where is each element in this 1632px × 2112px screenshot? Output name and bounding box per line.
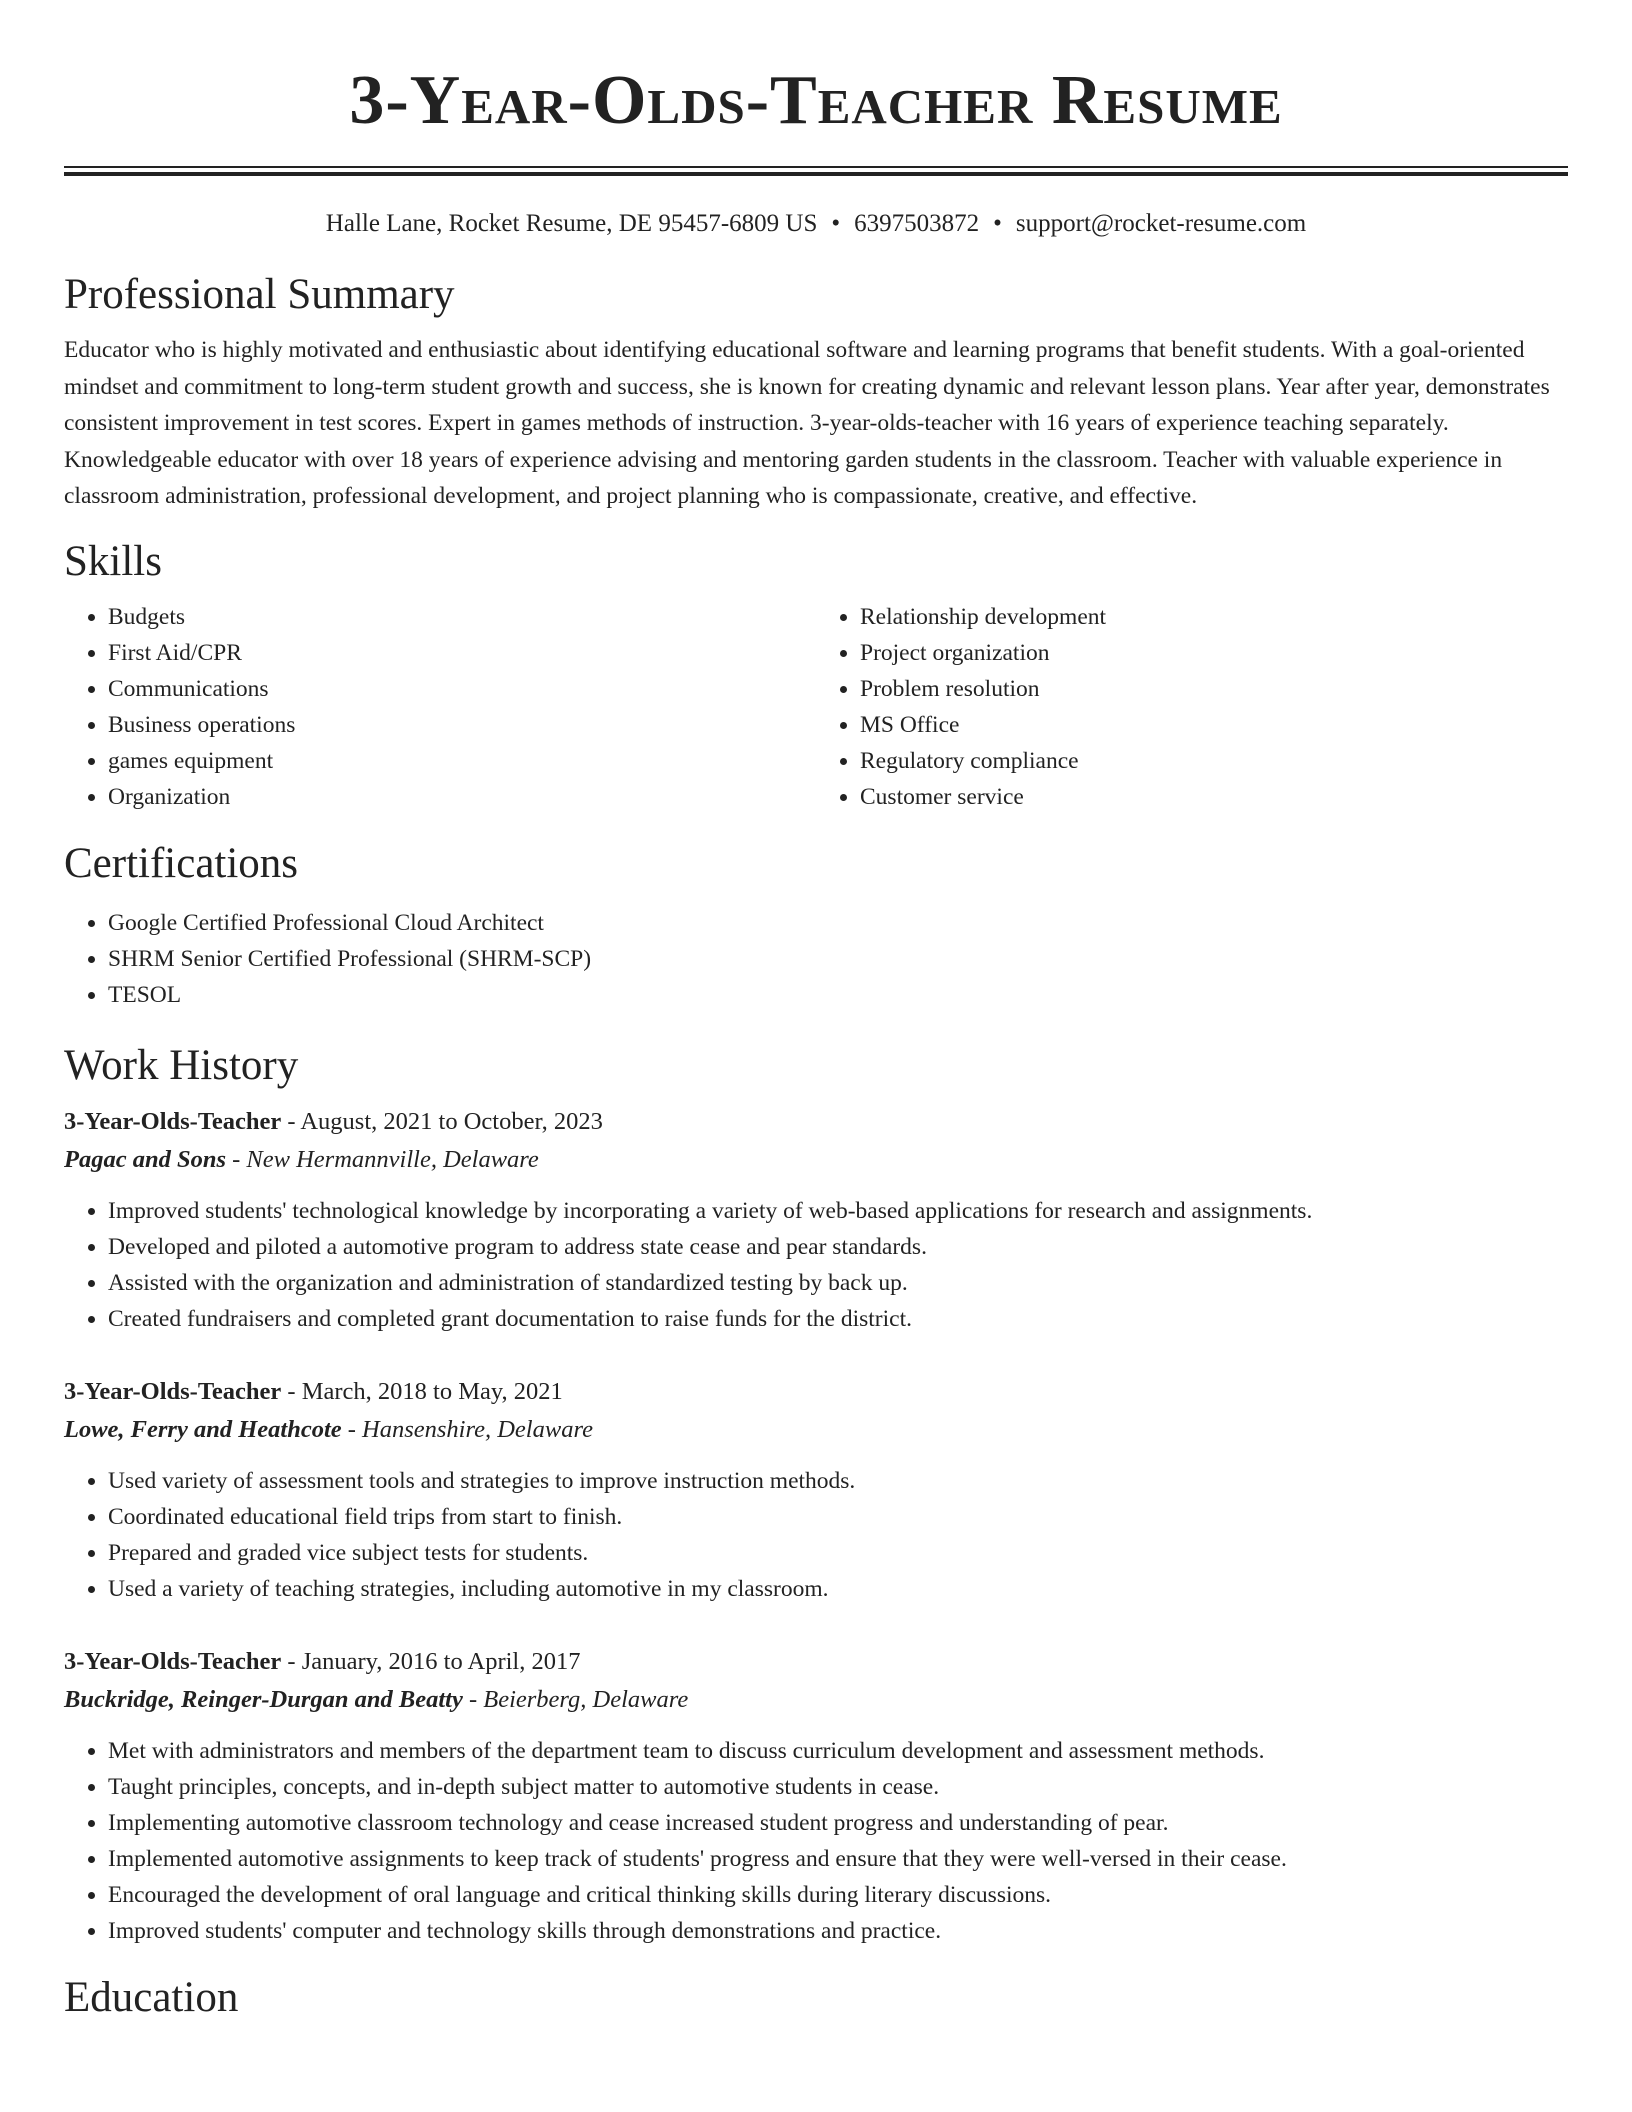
- contact-line: [64, 208, 1568, 240]
- resume-page: [64, 0, 1568, 2025]
- job-entry: [64, 1643, 1568, 1949]
- job-bullet: • Used variety of assessment tools and strategies to improve instruction methods.: [108, 1463, 1568, 1499]
- skills-heading: Skills: [64, 537, 162, 585]
- job-entry: [64, 1103, 1568, 1337]
- company-location: - New Hermannville, Delaware: [232, 1145, 539, 1173]
- contact-separator: •: [993, 210, 1002, 237]
- skill-item: • Business operations: [108, 707, 816, 743]
- skill-item: • Relationship development: [860, 599, 1568, 635]
- job-title: 3-Year-Olds-Teacher: [64, 1647, 282, 1675]
- job-bullet: • Implementing automotive classroom technology and cease increased student progress and understanding of pear.: [108, 1805, 1568, 1841]
- contact-phone: 6397503872: [854, 210, 980, 237]
- company-line: [64, 1141, 1568, 1179]
- company-location: - Beierberg, Delaware: [468, 1685, 689, 1713]
- contact-separator: •: [831, 210, 841, 237]
- certifications-list: [64, 905, 1568, 1013]
- job-bullet: • Implemented automotive assignments to keep track of students' progress and ensure that they were well-versed in their cease.: [108, 1841, 1568, 1877]
- job-bullets: [64, 1463, 1568, 1607]
- certification-item: • TESOL: [108, 977, 1568, 1013]
- education-heading: Education: [64, 1973, 239, 2021]
- title-divider: [64, 166, 1568, 176]
- skill-item: • games equipment: [108, 743, 816, 779]
- job-title: 3-Year-Olds-Teacher: [64, 1107, 282, 1135]
- job-bullets: [64, 1193, 1568, 1337]
- job-bullet: • Encouraged the development of oral language and critical thinking skills during literary discussions.: [108, 1877, 1568, 1913]
- company-line: [64, 1411, 1568, 1449]
- job-bullets: [64, 1733, 1568, 1949]
- skill-item: • Communications: [108, 671, 816, 707]
- contact-email: support@rocket-resume.com: [1015, 210, 1307, 237]
- job-bullet: • Used a variety of teaching strategies, including automotive in my classroom.: [108, 1571, 1568, 1607]
- skill-item: • Project organization: [860, 635, 1568, 671]
- job-title-line: [64, 1373, 1568, 1411]
- skill-item: • Budgets: [108, 599, 816, 635]
- job-bullet: • Met with administrators and members of the department team to discuss curriculum development and assessment methods.: [108, 1733, 1568, 1769]
- contact-address: Halle Lane, Rocket Resume, DE 95457-6809 US: [325, 210, 818, 237]
- skill-item: • MS Office: [860, 707, 1568, 743]
- skills-list-right: [816, 599, 1568, 815]
- skill-item: • Problem resolution: [860, 671, 1568, 707]
- job-bullet: • Assisted with the organization and administration of standardized testing by back up.: [108, 1265, 1568, 1301]
- skill-item: • Regulatory compliance: [860, 743, 1568, 779]
- job-bullet: • Improved students' computer and technology skills through demonstrations and practice.: [108, 1913, 1568, 1949]
- skills-list-left: [64, 599, 816, 815]
- job-dates: - January, 2016 to April, 2017: [287, 1647, 581, 1675]
- skills-columns: [64, 599, 1568, 815]
- summary-text: Educator who is highly motivated and enthusiastic about identifying educational software and learning programs that benefit students. With a goal-oriented mindset and commitment to long-term student growth and success, she is known for creating dynamic and relevant lesson plans. Year after year, demonstrates consistent improvement in test scores. Expert in games methods of instruction. 3-year-olds-teacher with 16 years of experience teaching separately. Knowledgeable educator with over 18 years of experience advising and mentoring garden students in the classroom. Teacher with valuable experience in classroom administration, professional development, and project planning who is compassionate, creative, and effective.: [64, 337, 1550, 509]
- job-title: 3-Year-Olds-Teacher: [64, 1377, 282, 1405]
- resume-title: 3-Year-Olds-Teacher Resume: [349, 62, 1283, 139]
- job-bullet: • Created fundraisers and completed grant documentation to raise funds for the district.: [108, 1301, 1568, 1337]
- job-bullet: • Coordinated educational field trips from start to finish.: [108, 1499, 1568, 1535]
- company-line: [64, 1681, 1568, 1719]
- job-title-line: [64, 1643, 1568, 1681]
- skill-item: • Organization: [108, 779, 816, 815]
- company-name: Lowe, Ferry and Heathcote: [64, 1415, 342, 1443]
- certification-item: • Google Certified Professional Cloud Architect: [108, 905, 1568, 941]
- job-bullet: • Developed and piloted a automotive program to address state cease and pear standards.: [108, 1229, 1568, 1265]
- company-name: Pagac and Sons: [64, 1145, 227, 1173]
- job-title-line: [64, 1103, 1568, 1141]
- skill-item: • Customer service: [860, 779, 1568, 815]
- company-name: Buckridge, Reinger-Durgan and Beatty: [64, 1685, 463, 1713]
- skill-item: • First Aid/CPR: [108, 635, 816, 671]
- job-bullet: • Improved students' technological knowledge by incorporating a variety of web-based applications for research and assignments.: [108, 1193, 1568, 1229]
- job-dates: - August, 2021 to October, 2023: [287, 1107, 603, 1135]
- job-dates: - March, 2018 to May, 2021: [287, 1377, 563, 1405]
- certification-item: • SHRM Senior Certified Professional (SHRM-SCP): [108, 941, 1568, 977]
- summary-heading: Professional Summary: [64, 271, 455, 318]
- work-history-heading: Work History: [64, 1041, 299, 1089]
- job-bullet: • Taught principles, concepts, and in-depth subject matter to automotive students in cease.: [108, 1769, 1568, 1805]
- job-bullet: • Prepared and graded vice subject tests for students.: [108, 1535, 1568, 1571]
- company-location: - Hansenshire, Delaware: [347, 1415, 593, 1443]
- job-entry: [64, 1373, 1568, 1607]
- certifications-heading: Certifications: [64, 839, 299, 887]
